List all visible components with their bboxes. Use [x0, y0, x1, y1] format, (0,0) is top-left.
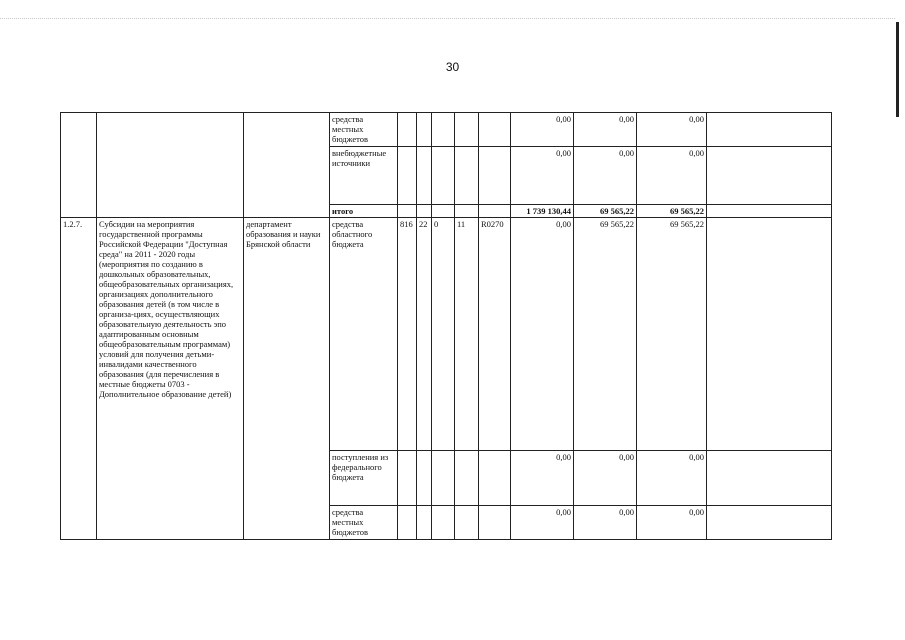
code-cell	[432, 147, 455, 205]
value-cell: 0,00	[574, 147, 637, 205]
code-cell	[417, 113, 432, 147]
value-cell: 0,00	[511, 218, 574, 451]
code-cell	[398, 113, 417, 147]
item-executor: департамент образования и науки Брянской области	[244, 218, 330, 540]
table-row	[61, 113, 832, 147]
code-cell: 22	[417, 218, 432, 451]
value-cell: 69 565,22	[637, 218, 707, 451]
code-cell	[417, 147, 432, 205]
source-label: внебюджетные источники	[330, 147, 398, 205]
code-cell	[417, 451, 432, 506]
code-cell	[398, 205, 417, 218]
note-cell	[707, 113, 832, 147]
value-cell: 0,00	[574, 506, 637, 540]
code-cell	[455, 451, 479, 506]
code-cell: 816	[398, 218, 417, 451]
total-label: итого	[330, 205, 398, 218]
value-cell: 69 565,22	[574, 218, 637, 451]
item-number: 1.2.7.	[61, 218, 97, 540]
value-cell: 0,00	[637, 147, 707, 205]
total-value: 1 739 130,44	[511, 205, 574, 218]
note-cell	[707, 147, 832, 205]
code-cell	[455, 205, 479, 218]
value-cell: 0,00	[637, 451, 707, 506]
value-cell: 0,00	[574, 113, 637, 147]
code-cell	[432, 451, 455, 506]
code-cell	[479, 205, 511, 218]
budget-table	[60, 112, 832, 540]
code-cell	[479, 451, 511, 506]
cell-number-prev	[61, 113, 97, 218]
code-cell	[398, 451, 417, 506]
code-cell	[455, 113, 479, 147]
table-row-item	[61, 218, 832, 451]
note-cell	[707, 218, 832, 451]
note-cell	[707, 506, 832, 540]
value-cell: 0,00	[511, 147, 574, 205]
value-cell: 0,00	[637, 506, 707, 540]
code-cell	[398, 147, 417, 205]
total-value: 69 565,22	[574, 205, 637, 218]
note-cell	[707, 451, 832, 506]
code-cell: R0270	[479, 218, 511, 451]
code-cell: 0	[432, 218, 455, 451]
item-name: Субсидии на мероприятия государственной программы Российской Федерации "Доступная среда" на 2011 - 2020 годы (мероприятия по созданию в дошкольных образовательных, общеобразовательных организациях, организациях дополнительного образования детей (в том числе в организа-циях, осуществляющих образовательную деятельность эпо адаптированным основным общеобразовательным программам) условий для получения детьми-инвалидами качественного образования (для перечисления в местные бюджеты 0703 - Дополнительное образование детей)	[97, 218, 244, 540]
cell-executor-prev	[244, 113, 330, 218]
value-cell: 0,00	[574, 451, 637, 506]
total-value: 69 565,22	[637, 205, 707, 218]
value-cell: 0,00	[511, 451, 574, 506]
value-cell: 0,00	[511, 113, 574, 147]
source-label: средства местных бюджетов	[330, 506, 398, 540]
source-label: средства областного бюджета	[330, 218, 398, 451]
code-cell	[455, 506, 479, 540]
code-cell	[479, 506, 511, 540]
code-cell	[417, 506, 432, 540]
code-cell	[479, 147, 511, 205]
value-cell: 0,00	[511, 506, 574, 540]
cell-name-prev	[97, 113, 244, 218]
code-cell	[432, 205, 455, 218]
code-cell	[432, 506, 455, 540]
scan-artifact-line	[0, 18, 895, 20]
code-cell	[432, 113, 455, 147]
code-cell: 11	[455, 218, 479, 451]
code-cell	[479, 113, 511, 147]
code-cell	[398, 506, 417, 540]
source-label: поступления из федерального бюджета	[330, 451, 398, 506]
code-cell	[417, 205, 432, 218]
code-cell	[455, 147, 479, 205]
value-cell: 0,00	[637, 113, 707, 147]
source-label: средства местных бюджетов	[330, 113, 398, 147]
page-number: 30	[445, 60, 460, 74]
note-cell	[707, 205, 832, 218]
